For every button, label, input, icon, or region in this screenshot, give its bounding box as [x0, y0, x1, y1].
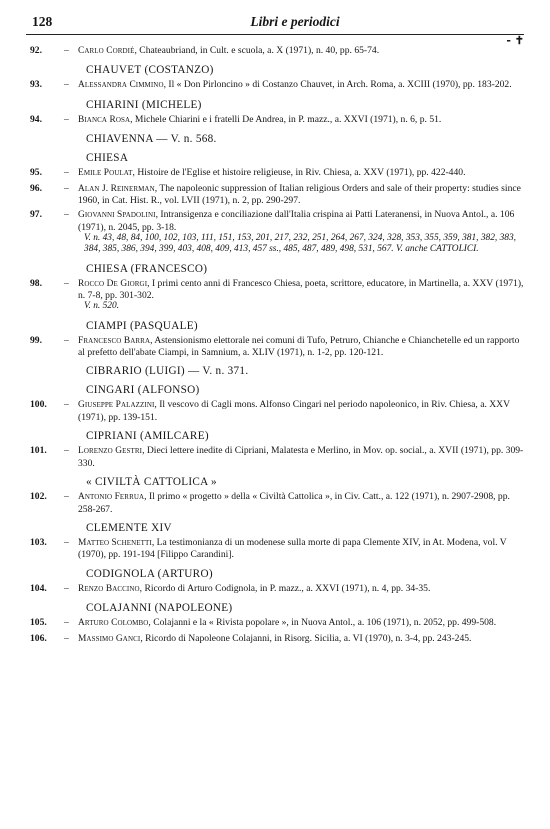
bibliography-entry: [26, 278, 524, 313]
entry-number: 98.: [30, 277, 42, 289]
entry-number: 97.: [30, 209, 42, 221]
entry-citation: , Dieci lettere inedite di Cipriani, Malatesta e Merlino, in Mov. op. social., a. XVII (1971), pp. 309-330.: [78, 445, 524, 469]
section-heading: CLEMENTE XIV: [86, 521, 172, 534]
entry-author: Antonio Ferrua: [78, 492, 145, 503]
page-header: [26, 12, 524, 47]
section-heading: CIBRARIO (LUIGI) — V. n. 371.: [86, 365, 249, 378]
section-heading: CIAMPI (PASQUALE): [86, 319, 198, 332]
entry-author: Alessandra Cimmino: [78, 80, 164, 91]
page-number: 128: [32, 14, 53, 29]
entry-author: Matteo Schenetti: [78, 537, 152, 548]
section-heading: COLAJANNI (NAPOLEONE): [86, 602, 233, 615]
bibliography-entry: [26, 45, 524, 57]
entry-author: Giuseppe Palazzini: [78, 400, 155, 411]
entry-author: Lorenzo Gestri: [78, 446, 143, 457]
entry-dash: –: [64, 167, 69, 179]
section-heading: CIPRIANI (AMILCARE): [86, 430, 209, 443]
section-heading: CODIGNOLA (ARTURO): [86, 567, 213, 580]
entry-number: 95.: [30, 167, 42, 179]
entry-citation: , Chateaubriand, in Cult. e scuola, a. X (1971), n. 40, pp. 65-74.: [134, 45, 380, 56]
entry-author: Bianca Rosa: [78, 114, 131, 125]
entry-citation: , Astensionismo elettorale nei comuni di Tufo, Petruro, Chianche e Chianchetelle ed un rapporto al prefetto dell'abate Ciampi, in Samnium, a. XLIV (1971), n. 1-2, pp. 120-121.: [78, 334, 520, 359]
entry-citation: , Michele Chiarini e i fratelli De Andrea, in P. mazz., a. XXVI (1971), n. 6, p. 51.: [130, 113, 442, 125]
entry-dash: –: [64, 209, 69, 221]
entry-author: Francesco Barra: [78, 335, 151, 346]
bibliography-entry: [26, 335, 524, 359]
entry-dash: –: [64, 79, 69, 91]
entry-author: Renzo Baccino: [78, 583, 140, 594]
entry-number: 101.: [30, 445, 47, 457]
entry-number: 104.: [30, 582, 47, 594]
entry-dash: –: [64, 113, 69, 125]
section-heading: CHIESA (FRANCESCO): [86, 262, 208, 275]
cross-references: V. n. 43, 48, 84, 100, 102, 103, 111, 151, 153, 201, 217, 232, 251, 264, 267, 324, 328, 353, 355, 359, 381, 382, 383, 384, 385, 386, 394, 399, 403, 408, 409, 413, 457 ss., 485, 487, 489, 498, 531, 567. V. anche CATTOLICI.: [84, 233, 517, 255]
bibliography-entry: [26, 583, 524, 595]
entry-author: Emile Poulat: [78, 168, 133, 179]
entry-dash: –: [64, 445, 69, 457]
entry-number: 105.: [30, 617, 47, 629]
entry-dash: –: [64, 491, 69, 503]
entry-number: 93.: [30, 79, 42, 91]
section-heading: CHIAVENNA — V. n. 568.: [86, 133, 217, 146]
entry-dash: –: [64, 536, 69, 548]
entry-dash: –: [64, 399, 69, 411]
bibliography-entry: [26, 617, 524, 629]
section-heading: CHIESA: [86, 152, 129, 165]
bibliography-entry: [26, 537, 524, 561]
bibliography-entry: [26, 114, 524, 126]
entry-number: 102.: [30, 491, 47, 503]
entry-number: 99.: [30, 334, 42, 346]
entry-author: Rocco De Giorgi: [78, 278, 148, 289]
section-heading: CHAUVET (COSTANZO): [86, 64, 214, 77]
section-heading: CHIARINI (MICHELE): [86, 98, 202, 111]
bibliography-entry: [26, 399, 524, 423]
entry-citation: , Ricordo di Arturo Codignola, in P. mazz., a. XXVI (1971), n. 4, pp. 34-35.: [139, 582, 431, 594]
section-heading: « CIVILTÀ CATTOLICA »: [86, 476, 217, 489]
entry-citation: , I primi cento anni di Francesco Chiesa, poeta, scrittore, educatore, in Martinella, a. XXV (1971), n. 7-8, pp. 301-302.: [78, 277, 524, 302]
section-heading: CINGARI (ALFONSO): [86, 384, 200, 397]
bibliography-entry: [26, 633, 524, 645]
entry-number: 100.: [30, 399, 47, 411]
entry-number: 96.: [30, 182, 42, 194]
entry-dash: –: [64, 334, 69, 346]
entry-citation: , Il « Don Pirloncino » di Costanzo Chauvet, in Arch. Roma, a. XCIII (1970), pp. 183-202.: [163, 79, 512, 91]
entry-number: 92.: [30, 45, 42, 56]
entry-citation: , Intransigenza e conciliazione dall'Italia crispina ai Patti Lateranensi, in Nuova Antol., a. 106 (1971), n. 2045, pp. 3-18.: [78, 209, 515, 233]
entry-dash: –: [64, 45, 69, 56]
entry-author: Giovanni Spadolini: [78, 210, 156, 221]
entry-citation: , Ricordo di Napoleone Colajanni, in Risorg. Sicilia, a. VI (1970), n. 3-4, pp. 243-245.: [140, 632, 472, 644]
bibliography-entry: [26, 445, 524, 469]
entry-dash: –: [64, 582, 69, 594]
entry-number: 106.: [30, 632, 47, 644]
bibliography-entry: [26, 209, 524, 255]
entry-dash: –: [64, 632, 69, 644]
entry-author: Carlo Cordié: [78, 46, 135, 56]
entry-citation: , The napoleonic suppression of Italian religious Orders and sale of their property: studies since 1960, in Cat. Hist. R., vol. LVII (1971), n. 2, pp. 290-297.: [78, 182, 521, 207]
entry-number: 103.: [30, 536, 47, 548]
entry-citation: , Il primo « progetto » della « Civiltà Cattolica », in Civ. Catt., a. 122 (1971), n. 2907-2908, pp. 258-267.: [78, 491, 510, 515]
entry-author: Arturo Colombo: [78, 618, 149, 629]
running-title: Libri e periodici: [250, 14, 340, 29]
bibliography-entry: [26, 167, 524, 179]
entry-dash: –: [64, 182, 69, 194]
cross-references: V. n. 520.: [84, 301, 119, 312]
bibliography-list: [26, 45, 524, 645]
entry-citation: , Il vescovo di Cagli mons. Alfonso Cingari nel periodo napoleonico, in Riv. Chiesa, a. XXV (1971), pp. 139-151.: [78, 399, 510, 423]
entry-author: Massimo Ganci: [78, 633, 141, 644]
entry-author: Alan J. Reinerman: [78, 183, 155, 194]
entry-citation: , La testimonianza di un modenese sulla morte di papa Clemente XIV, in At. Modena, vol. V (1970), pp. 191-194 [Filippo Carandini].: [78, 536, 507, 561]
entry-citation: , Colajanni e la « Rivista popolare », in Nuova Antol., a. 106 (1971), n. 2052, pp. 499-508.: [148, 617, 497, 629]
corner-mark: ‐ ✝: [506, 34, 524, 47]
bibliography-entry: [26, 491, 524, 515]
entry-dash: –: [64, 277, 69, 289]
bibliography-entry: [26, 79, 524, 91]
entry-citation: , Histoire de l'Eglise et histoire religieuse, in Riv. Chiesa, a. XXV (1971), pp. 422-440.: [132, 167, 466, 179]
entry-number: 94.: [30, 113, 42, 125]
bibliography-entry: [26, 183, 524, 207]
entry-dash: –: [64, 617, 69, 629]
